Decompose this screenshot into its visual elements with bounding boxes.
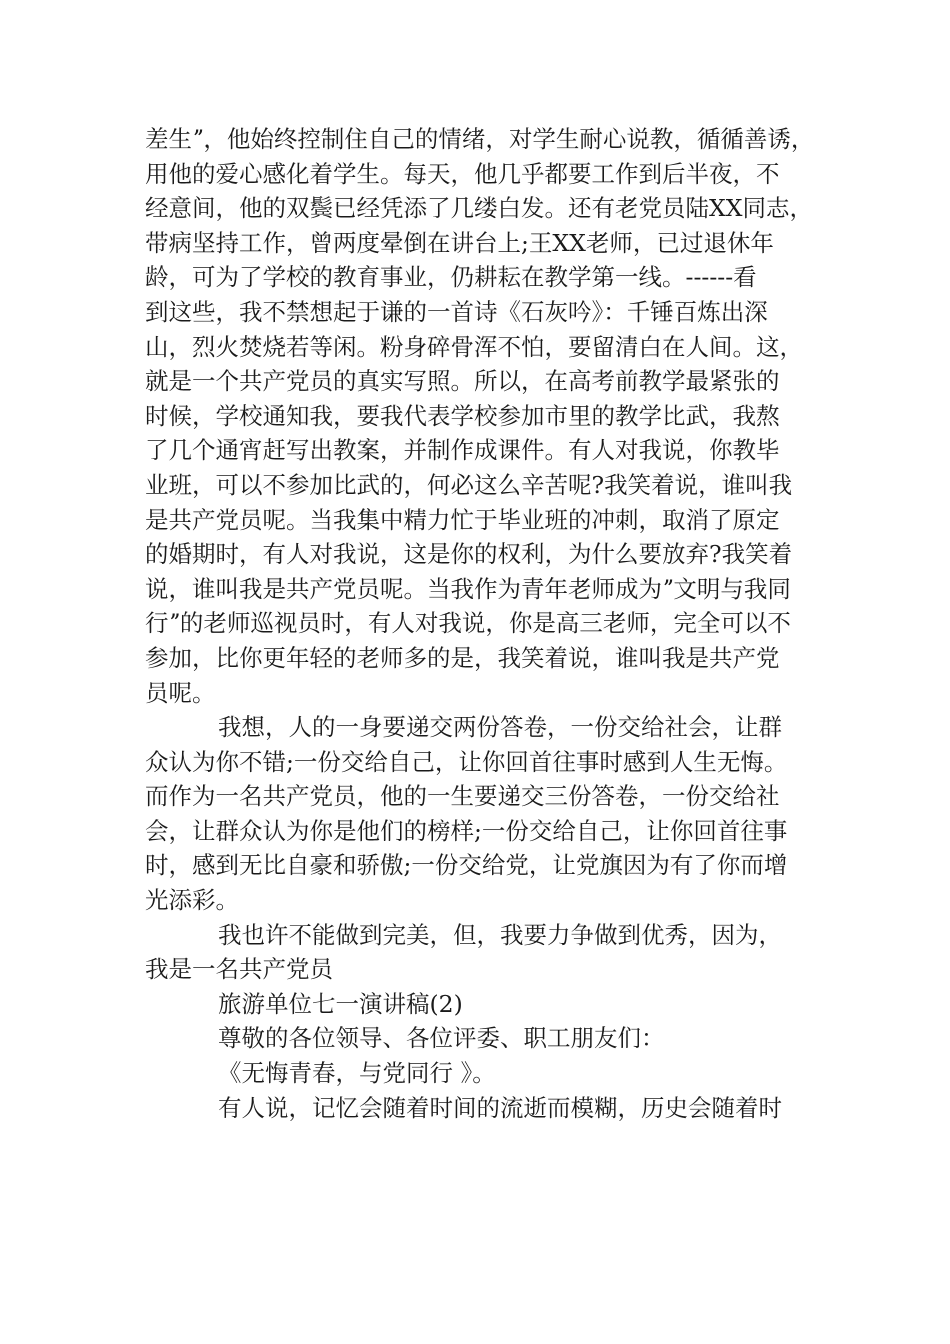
text-line: 时候，学校通知我，要我代表学校参加市里的教学比武，我熬 <box>145 401 780 430</box>
text-line: 了几个通宵赶写出教案，并制作成课件。有人对我说，你教毕 <box>145 436 780 465</box>
text-line: 会，让群众认为你是他们的榜样;一份交给自己，让你回首往事 <box>145 816 788 845</box>
text-line: 光添彩。 <box>145 886 239 915</box>
text-line: 我想，人的一身要递交两份答卷，一份交给社会，让群 <box>218 713 782 742</box>
text-line: 经意间，他的双鬓已经凭添了几缕白发。还有老党员陆XX同志， <box>145 194 813 223</box>
text-line: 旅游单位七一演讲稿(2) <box>218 989 463 1018</box>
text-line: 差生ˮ，他始终控制住自己的情绪，对学生耐心说教，循循善诱， <box>145 125 815 153</box>
text-line: 我是一名共产党员 <box>145 955 333 984</box>
text-line: 有人说，记忆会随着时间的流逝而模糊，历史会随着时 <box>218 1093 782 1122</box>
document-body <box>145 122 825 1125</box>
text-line: 龄，可为了学校的教育事业，仍耕耘在教学第一线。------看 <box>145 263 757 292</box>
text-line: 说，谁叫我是共产党员呢。当我作为青年老师成为ˮ文明与我同 <box>145 574 791 603</box>
text-line: 用他的爱心感化着学生。每天，他几乎都要工作到后半夜，不 <box>145 159 780 188</box>
text-line: 到这些，我不禁想起于谦的一首诗《石灰吟》：千锤百炼出深 <box>145 297 768 326</box>
text-line: 行ˮ的老师巡视员时，有人对我说，你是高三老师，完全可以不 <box>145 609 791 638</box>
text-line: 山，烈火焚烧若等闲。粉身碎骨浑不怕，要留清白在人间。这， <box>145 332 803 361</box>
text-line: 带病坚持工作，曾两度晕倒在讲台上;王XX老师，已过退休年 <box>145 228 774 257</box>
text-line: 参加，比你更年轻的老师多的是，我笑着说，谁叫我是共产党 <box>145 643 780 672</box>
text-line: 就是一个共产党员的真实写照。所以，在高考前教学最紧张的 <box>145 367 780 396</box>
text-line: 的婚期时，有人对我说，这是你的权利，为什么要放弃?我笑着 <box>145 540 793 569</box>
text-line: 员呢。 <box>145 678 216 707</box>
text-line: 尊敬的各位领导、各位评委、职工朋友们： <box>218 1024 665 1053</box>
text-line: 而作为一名共产党员，他的一生要递交三份答卷，一份交给社 <box>145 782 780 811</box>
text-line: 业班，可以不参加比武的，何必这么辛苦呢?我笑着说，谁叫我 <box>145 470 793 499</box>
text-line: 是共产党员呢。当我集中精力忙于毕业班的冲刺，取消了原定 <box>145 505 780 534</box>
text-line: 《无悔青春，与党同行 》。 <box>218 1059 496 1088</box>
text-line: 众认为你不错;一份交给自己，让你回首往事时感到人生无悔。 <box>145 747 788 776</box>
text-line: 时，感到无比自豪和骄傲;一份交给党，让党旗因为有了你而增 <box>145 851 788 880</box>
text-line: 我也许不能做到完美，但，我要力争做到优秀，因为， <box>218 920 782 949</box>
